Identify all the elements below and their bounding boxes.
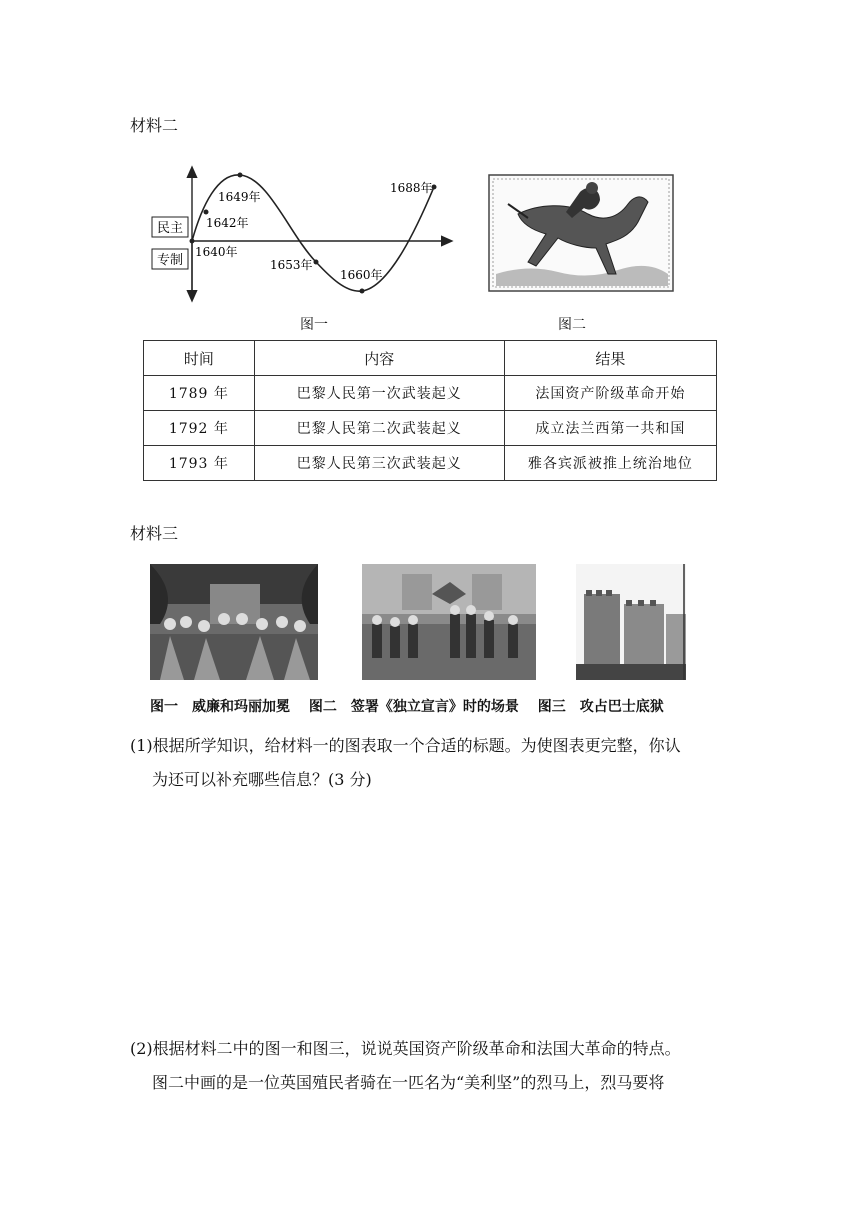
point-1649 [238,173,243,178]
point-1653 [314,260,319,265]
material3-heading: 材料三 [130,524,179,543]
year-label-1642: 1642年 [206,216,249,230]
material3-captions [150,696,678,716]
header-content: 内容 [254,341,504,376]
label-democracy: 民主 [156,221,184,236]
cell-result: 法国资产阶级革命开始 [504,376,716,411]
caption-coronation: 图一 威廉和玛丽加冕 [150,699,290,715]
caption-bastille: 图三 攻占巴士底狱 [537,699,664,715]
cell-time: 1793 年 [144,446,255,481]
figure1-caption: 图一 [300,317,328,333]
point-1642 [204,210,209,215]
cell-content: 巴黎人民第一次武装起义 [254,376,504,411]
cell-content: 巴黎人民第二次武装起义 [254,411,504,446]
table-header-row [144,341,717,376]
coronation-painting [150,564,318,680]
label-autocracy: 专制 [156,253,184,268]
table-row [144,446,717,481]
revolution-curve-chart [150,165,460,305]
header-result: 结果 [504,341,716,376]
year-label-1660: 1660年 [340,268,383,282]
bastille-painting [576,564,686,680]
horse-rider-cartoon [488,174,674,292]
year-label-1649: 1649年 [218,190,261,204]
table-row [144,376,717,411]
question-2-line-2: 图二中画的是一位英国殖民者骑在一匹名为“美利坚”的烈马上，烈马要将 [152,1073,665,1092]
year-label-1688: 1688年 [390,181,433,195]
year-label-1640: 1640年 [195,245,238,259]
cell-result: 成立法兰西第一共和国 [504,411,716,446]
question-1-line-1: (1)根据所学知识，给材料一的图表取一个合适的标题。为使图表更完整，你认 [130,736,681,755]
cell-time: 1792 年 [144,411,255,446]
point-1640 [190,239,195,244]
caption-declaration: 图二 签署《独立宣言》时的场景 [308,699,519,715]
declaration-painting [362,564,536,680]
year-label-1653: 1653年 [270,258,313,272]
cell-content: 巴黎人民第三次武装起义 [254,446,504,481]
point-1660 [360,289,365,294]
figure2-caption: 图二 [558,317,586,333]
header-time: 时间 [144,341,255,376]
french-revolution-table [143,340,717,481]
material2-heading: 材料二 [130,116,179,135]
question-2-line-1: (2)根据材料二中的图一和图三，说说英国资产阶级革命和法国大革命的特点。 [130,1039,681,1058]
cell-time: 1789 年 [144,376,255,411]
cell-result: 雅各宾派被推上统治地位 [504,446,716,481]
question-1-line-2: 为还可以补充哪些信息？(3 分) [152,770,372,789]
table-row [144,411,717,446]
